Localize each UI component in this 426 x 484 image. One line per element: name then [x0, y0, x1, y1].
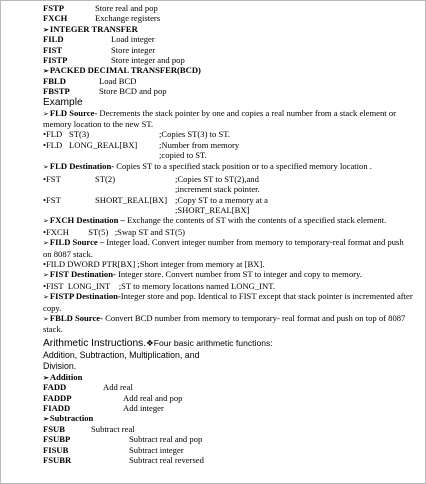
- arrow-bullet-icon: ➢: [43, 271, 49, 280]
- arrow-bullet-icon: ➢: [43, 415, 49, 424]
- mnemonic: FSTP: [43, 3, 65, 13]
- mnemonic: FIST: [43, 44, 63, 55]
- instr-row: [43, 445, 413, 455]
- fxch-paragraph: ➢FXCH Destination – Exchange the contents of ST with the contents of a specified stack element.: [43, 215, 387, 226]
- description: Add integer: [123, 403, 164, 414]
- mnemonic: FXCH: [43, 13, 68, 24]
- mnemonic: FBSTP: [43, 86, 70, 97]
- mnemonic: FBLD: [43, 75, 66, 86]
- document-content: [43, 3, 413, 465]
- example-title: Example: [43, 96, 83, 108]
- arithmetic-title-line: Arithmetic Instructions.❖Four basic arithmetic functions:: [43, 337, 273, 349]
- instr-row: [43, 45, 413, 55]
- mnemonic: FADD: [43, 382, 67, 393]
- instr-row: [43, 393, 413, 403]
- mnemonic: FSUBR: [43, 455, 72, 466]
- instr-row: [43, 434, 413, 444]
- code-line: •FST ST(2) ;Copies ST to ST(2),and: [43, 173, 259, 184]
- instr-row: [43, 13, 413, 23]
- arithmetic-line: Addition, Subtraction, Multiplication, and: [43, 349, 200, 360]
- description: Load BCD: [99, 75, 137, 86]
- arrow-bullet-icon: ➢: [43, 25, 49, 34]
- arrow-bullet-icon: ➢: [43, 217, 49, 226]
- section-heading: ➢INTEGER TRANSFER: [43, 23, 138, 34]
- instr-row: [43, 55, 413, 65]
- arrow-bullet-icon: ➢: [43, 67, 49, 76]
- mnemonic: FSUBP: [43, 434, 71, 445]
- fbld-paragraph: ➢FBLD Source- Convert BCD number from memory to temporary- real format and push on top of 8087 stack.: [43, 313, 406, 335]
- description: Store real and pop: [95, 3, 158, 13]
- fild-paragraph: ➢FILD Source – Integer load. Convert integer number from memory to temporary-real format and push on 8087 stack.: [43, 237, 404, 259]
- section-heading: ➢Subtraction: [43, 413, 94, 424]
- code-line: •FILD DWORD PTR[BX] ;Short integer from memory at [BX].: [43, 259, 265, 270]
- arithmetic-line: Division.: [43, 360, 77, 371]
- arrow-bullet-icon: ➢: [43, 293, 49, 302]
- instr-row: [43, 424, 413, 434]
- code-line: ;increment stack pointer.: [175, 184, 260, 195]
- code-line: ;copied to ST.: [159, 150, 207, 161]
- instr-row: [43, 382, 413, 392]
- fld-source-paragraph: ➢FLD Source- Decrements the stack pointer by one and copies a real number from a stack element or memory location to the new ST.: [43, 107, 396, 129]
- instr-row: [43, 86, 413, 96]
- mnemonic: FISTP: [43, 54, 68, 65]
- mnemonic: FSUB: [43, 423, 65, 434]
- code-line: •FXCH ST(5) ;Swap ST and ST(5): [43, 226, 186, 237]
- instr-row: [43, 34, 413, 44]
- code-line: ;SHORT_REAL[BX]: [175, 205, 250, 216]
- description: Load integer: [111, 34, 155, 45]
- description: Store integer and pop: [111, 54, 185, 65]
- mnemonic: FIADD: [43, 403, 71, 414]
- mnemonic: FADDP: [43, 392, 72, 403]
- instr-row: [43, 403, 413, 413]
- description: Add real: [103, 382, 133, 393]
- description: Subtract real reversed: [129, 455, 204, 466]
- arrow-bullet-icon: ➢: [43, 239, 49, 248]
- fistp-paragraph: ➢FISTP Destination-Integer store and pop. Identical to FIST except that stack pointer is incremented after copy.: [43, 291, 413, 313]
- description: Store integer: [111, 44, 156, 55]
- instr-row: [43, 3, 413, 13]
- section-heading: ➢Addition: [43, 371, 83, 382]
- description: Store BCD and pop: [99, 86, 167, 97]
- fld-destination-paragraph: ➢FLD Destination- Copies ST to a specified stack position or to a specified memory location .: [43, 160, 372, 171]
- code-line: •FST SHORT_REAL[BX] ;Copy ST to a memory at a: [43, 194, 268, 205]
- description: Subtract real: [91, 423, 135, 434]
- description: Add real and pop: [123, 392, 183, 403]
- instr-row: [43, 455, 413, 465]
- code-line: •FIST LONG_INT ;ST to memory locations named LONG_INT.: [43, 280, 275, 291]
- arrow-bullet-icon: ➢: [43, 315, 49, 324]
- arrow-bullet-icon: ➢: [43, 373, 49, 382]
- section-heading: ➢PACKED DECIMAL TRANSFER(BCD): [43, 65, 201, 76]
- arrow-bullet-icon: ➢: [43, 162, 49, 171]
- code-line: •FLD ST(3) ;Copies ST(3) to ST.: [43, 129, 230, 140]
- fist-paragraph: ➢FIST Destination- Integer store. Convert number from ST to integer and copy to memory.: [43, 269, 362, 280]
- description: Subtract real and pop: [129, 434, 203, 445]
- description: Subtract integer: [129, 444, 184, 455]
- code-line: •FLD LONG_REAL[BX] ;Number from memory: [43, 139, 240, 150]
- mnemonic: FILD: [43, 34, 64, 45]
- diamond-bullet-icon: ❖: [146, 337, 154, 348]
- mnemonic: FISUB: [43, 444, 69, 455]
- arrow-bullet-icon: ➢: [43, 109, 49, 118]
- description: Exchange registers: [95, 13, 161, 24]
- instr-row: [43, 76, 413, 86]
